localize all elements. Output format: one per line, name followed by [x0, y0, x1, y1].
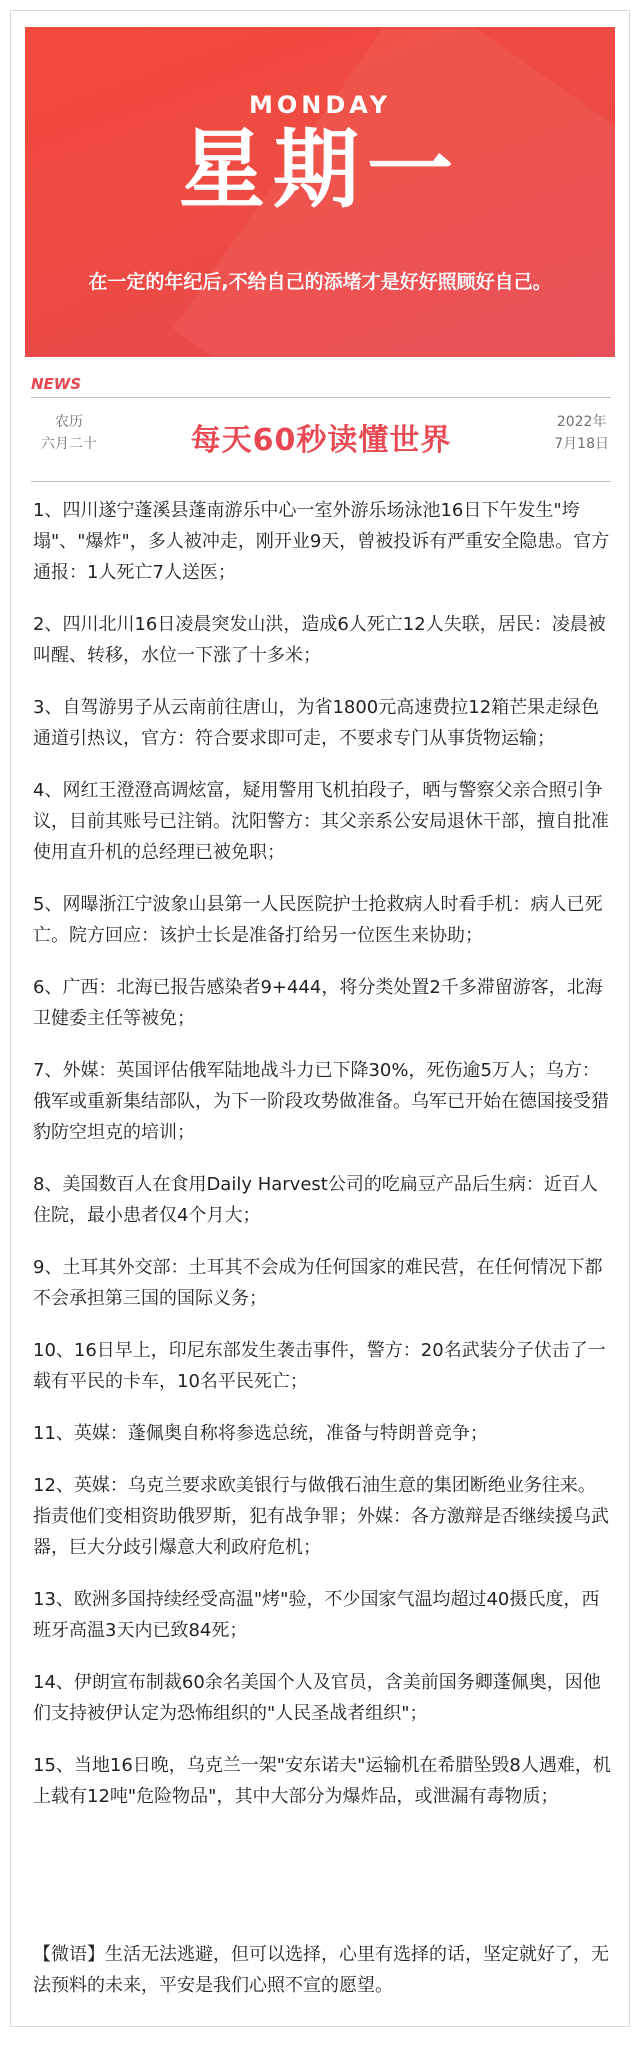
masthead-title: 每天60秒读懂世界: [190, 423, 452, 458]
weekday-banner: [25, 27, 615, 357]
weekday-chinese: 星期一: [179, 120, 461, 220]
quote-tag: 【微语】: [33, 1944, 105, 1965]
news-item-12: 12、英媒：乌克兰要求欧美银行与做俄石油生意的集团断绝业务往来。指责他们变相资助俄罗斯，犯有战争罪；外媒：各方激辩是否继续援乌武器，巨大分歧引爆意大利政府危机；: [33, 1475, 609, 1558]
header-top-rule: [31, 397, 611, 398]
lunar-day: 六月二十: [41, 436, 97, 452]
news-item-4: 4、网红王澄澄高调炫富，疑用警用飞机拍段子，晒与警察父亲合照引争议，目前其账号已注销。沈阳警方：其父亲系公安局退休干部，擅自批准使用直升机的总经理已被免职；: [33, 780, 609, 863]
date-year: 2022年: [556, 414, 607, 430]
news-item-8: 8、美国数百人在食用Daily Harvest公司的吃扁豆产品后生病：近百人住院，最小患者仅4个月大；: [33, 1174, 598, 1226]
news-item-5: 5、网曝浙江宁波象山县第一人民医院护士抢救病人时看手机：病人已死亡。院方回应：该护士长是准备打给另一位医生来协助；: [33, 894, 603, 946]
news-item-11: 11、英媒：蓬佩奥自称将参选总统，准备与特朗普竞争；: [33, 1423, 488, 1444]
banner-slogan: 在一定的年纪后,不给自己的添堵才是好好照顾好自己。: [88, 271, 552, 293]
news-label: NEWS: [31, 375, 82, 393]
news-item-10: 10、16日早上，印尼东部发生袭击事件，警方：20名武装分子伏击了一载有平民的卡车，10名平民死亡；: [33, 1340, 606, 1392]
gregorian-date: [554, 411, 609, 455]
weekday-english: MONDAY: [249, 91, 391, 119]
news-item-2: 2、四川北川16日凌晨突发山洪，造成6人死亡12人失联，居民：凌晨被叫醒、转移，水位一下涨了十多米；: [33, 614, 606, 666]
news-item-6: 6、广西：北海已报告感染者9+444，将分类处置2千多滞留游客，北海卫健委主任等被免；: [33, 977, 603, 1029]
news-item-13: 13、欧洲多国持续经受高温"烤"验，不少国家气温均超过40摄氏度，西班牙高温3天内已致84死；: [33, 1589, 600, 1641]
news-item-15: 15、当地16日晚，乌克兰一架"安东诺夫"运输机在希腊坠毁8人遇难，机上载有12吨"危险物品"，其中大部分为爆炸品，或泄漏有毒物质；: [33, 1755, 611, 1807]
date-day: 7月18日: [554, 436, 609, 452]
quote-text: 生活无法逃避，但可以选择，心里有选择的话，坚定就好了，无法预料的未来，平安是我们心照不宣的愿望。: [33, 1944, 609, 1996]
news-item-1: 1、四川遂宁蓬溪县蓬南游乐中心一室外游乐场泳池16日下午发生"垮塌"、"爆炸"，多人被冲走，刚开业9天，曾被投诉有严重安全隐患。官方通报：1人死亡7人送医；: [33, 500, 610, 583]
news-list: [33, 495, 611, 1833]
header-bottom-rule: [31, 481, 611, 482]
news-item-7: 7、外媒：英国评估俄军陆地战斗力已下降30%，死伤逾5万人；乌方：俄军或重新集结部队，为下一阶段攻势做准备。乌军已开始在德国接受猎豹防空坦克的培训；: [33, 1060, 609, 1143]
news-item-3: 3、自驾游男子从云南前往唐山，为省1800元高速费拉12箱芒果走绿色通道引热议，官方：符合要求即可走，不要求专门从事货物运输；: [33, 697, 600, 749]
news-item-9: 9、土耳其外交部：土耳其不会成为任何国家的难民营，在任何情况下都不会承担第三国的国际义务；: [33, 1257, 603, 1309]
daily-quote: [33, 1939, 611, 2001]
lunar-date: [41, 411, 97, 455]
lunar-label: 农历: [55, 414, 83, 430]
news-page: [10, 10, 630, 2027]
news-item-14: 14、伊朗宣布制裁60余名美国个人及官员，含美前国务卿蓬佩奥，因他们支持被伊认定为恐怖组织的"人民圣战者组织"；: [33, 1672, 601, 1724]
